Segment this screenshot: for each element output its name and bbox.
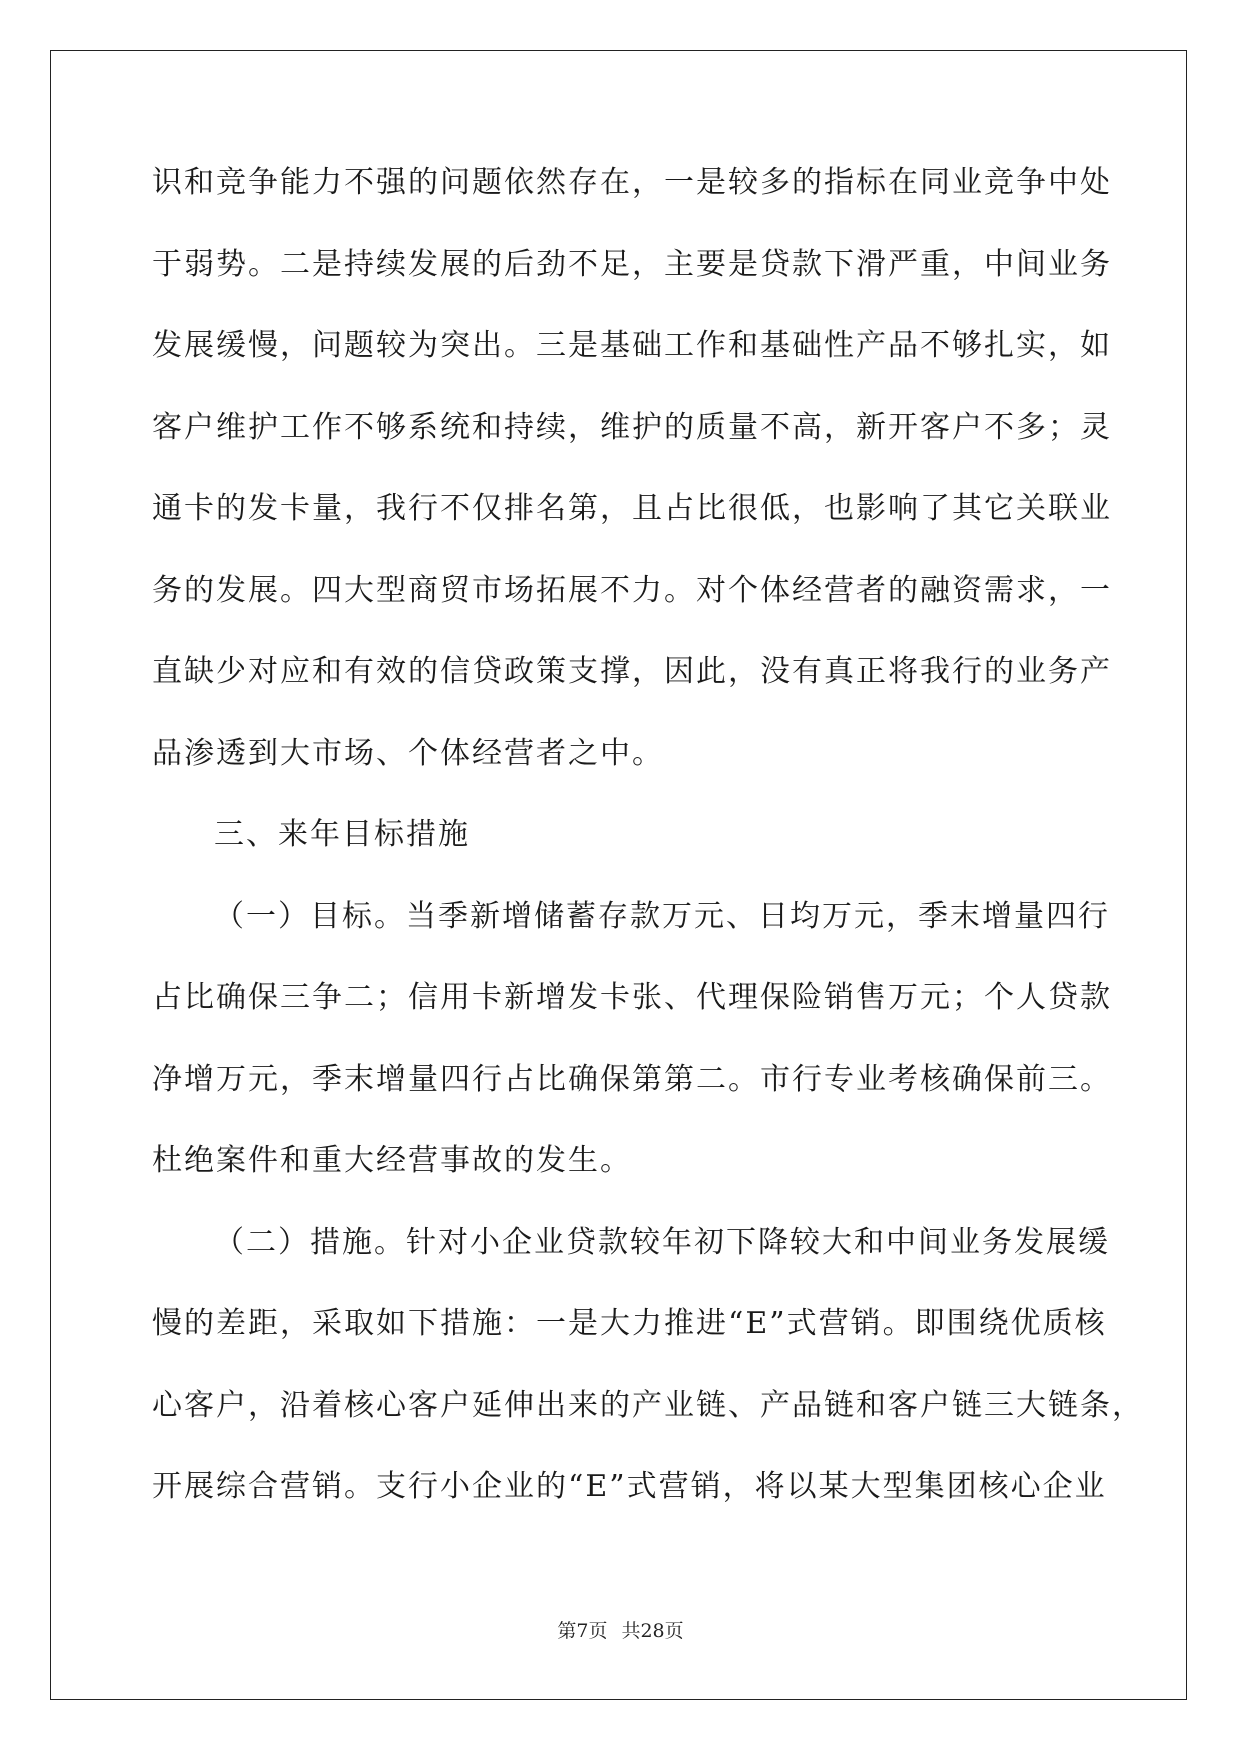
total-pages-label: 共28页 xyxy=(621,1620,684,1642)
current-page-label: 第7页 xyxy=(557,1620,608,1642)
page-footer xyxy=(0,1616,1241,1643)
text-line: （一）目标。当季新增储蓄存款万元、日均万元，季末增量四行 xyxy=(214,898,1110,934)
text-line: 识和竞争能力不强的问题依然存在，一是较多的指标在同业竞争中处 xyxy=(152,165,1112,200)
text-line: 杜绝案件和重大经营事故的发生。 xyxy=(152,1143,632,1178)
section-heading: 三、来年目标措施 xyxy=(214,817,470,852)
text-line: 务的发展。四大型商贸市场拓展不力。对个体经营者的融资需求，一 xyxy=(152,572,1112,608)
text-line: 慢的差距，采取如下措施：一是大力推进“E”式营销。即围绕优质核 xyxy=(152,1306,1107,1341)
text-line: （二）措施。针对小企业贷款较年初下降较大和中间业务发展缓 xyxy=(214,1224,1110,1260)
text-line: 通卡的发卡量，我行不仅排名第，且占比很低，也影响了其它关联业 xyxy=(152,491,1112,526)
text-line: 品渗透到大市场、个体经营者之中。 xyxy=(152,735,664,771)
text-line: 心客户，沿着核心客户延伸出来的产业链、产品链和客户链三大链条， xyxy=(152,1387,1144,1423)
text-line: 发展缓慢，问题较为突出。三是基础工作和基础性产品不够扎实，如 xyxy=(152,328,1112,363)
text-line: 于弱势。二是持续发展的后劲不足，主要是贷款下滑严重，中间业务 xyxy=(152,246,1112,282)
text-line: 净增万元，季末增量四行占比确保第第二。市行专业考核确保前三。 xyxy=(152,1061,1112,1097)
text-line: 开展综合营销。支行小企业的“E”式营销，将以某大型集团核心企业 xyxy=(152,1469,1107,1504)
text-line: 客户维护工作不够系统和持续，维护的质量不高，新开客户不多；灵 xyxy=(152,409,1112,445)
document-body xyxy=(152,163,1144,1549)
text-line: 直缺少对应和有效的信贷政策支撑，因此，没有真正将我行的业务产 xyxy=(152,654,1112,689)
text-line: 占比确保三争二；信用卡新增发卡张、代理保险销售万元；个人贷款 xyxy=(152,980,1112,1015)
